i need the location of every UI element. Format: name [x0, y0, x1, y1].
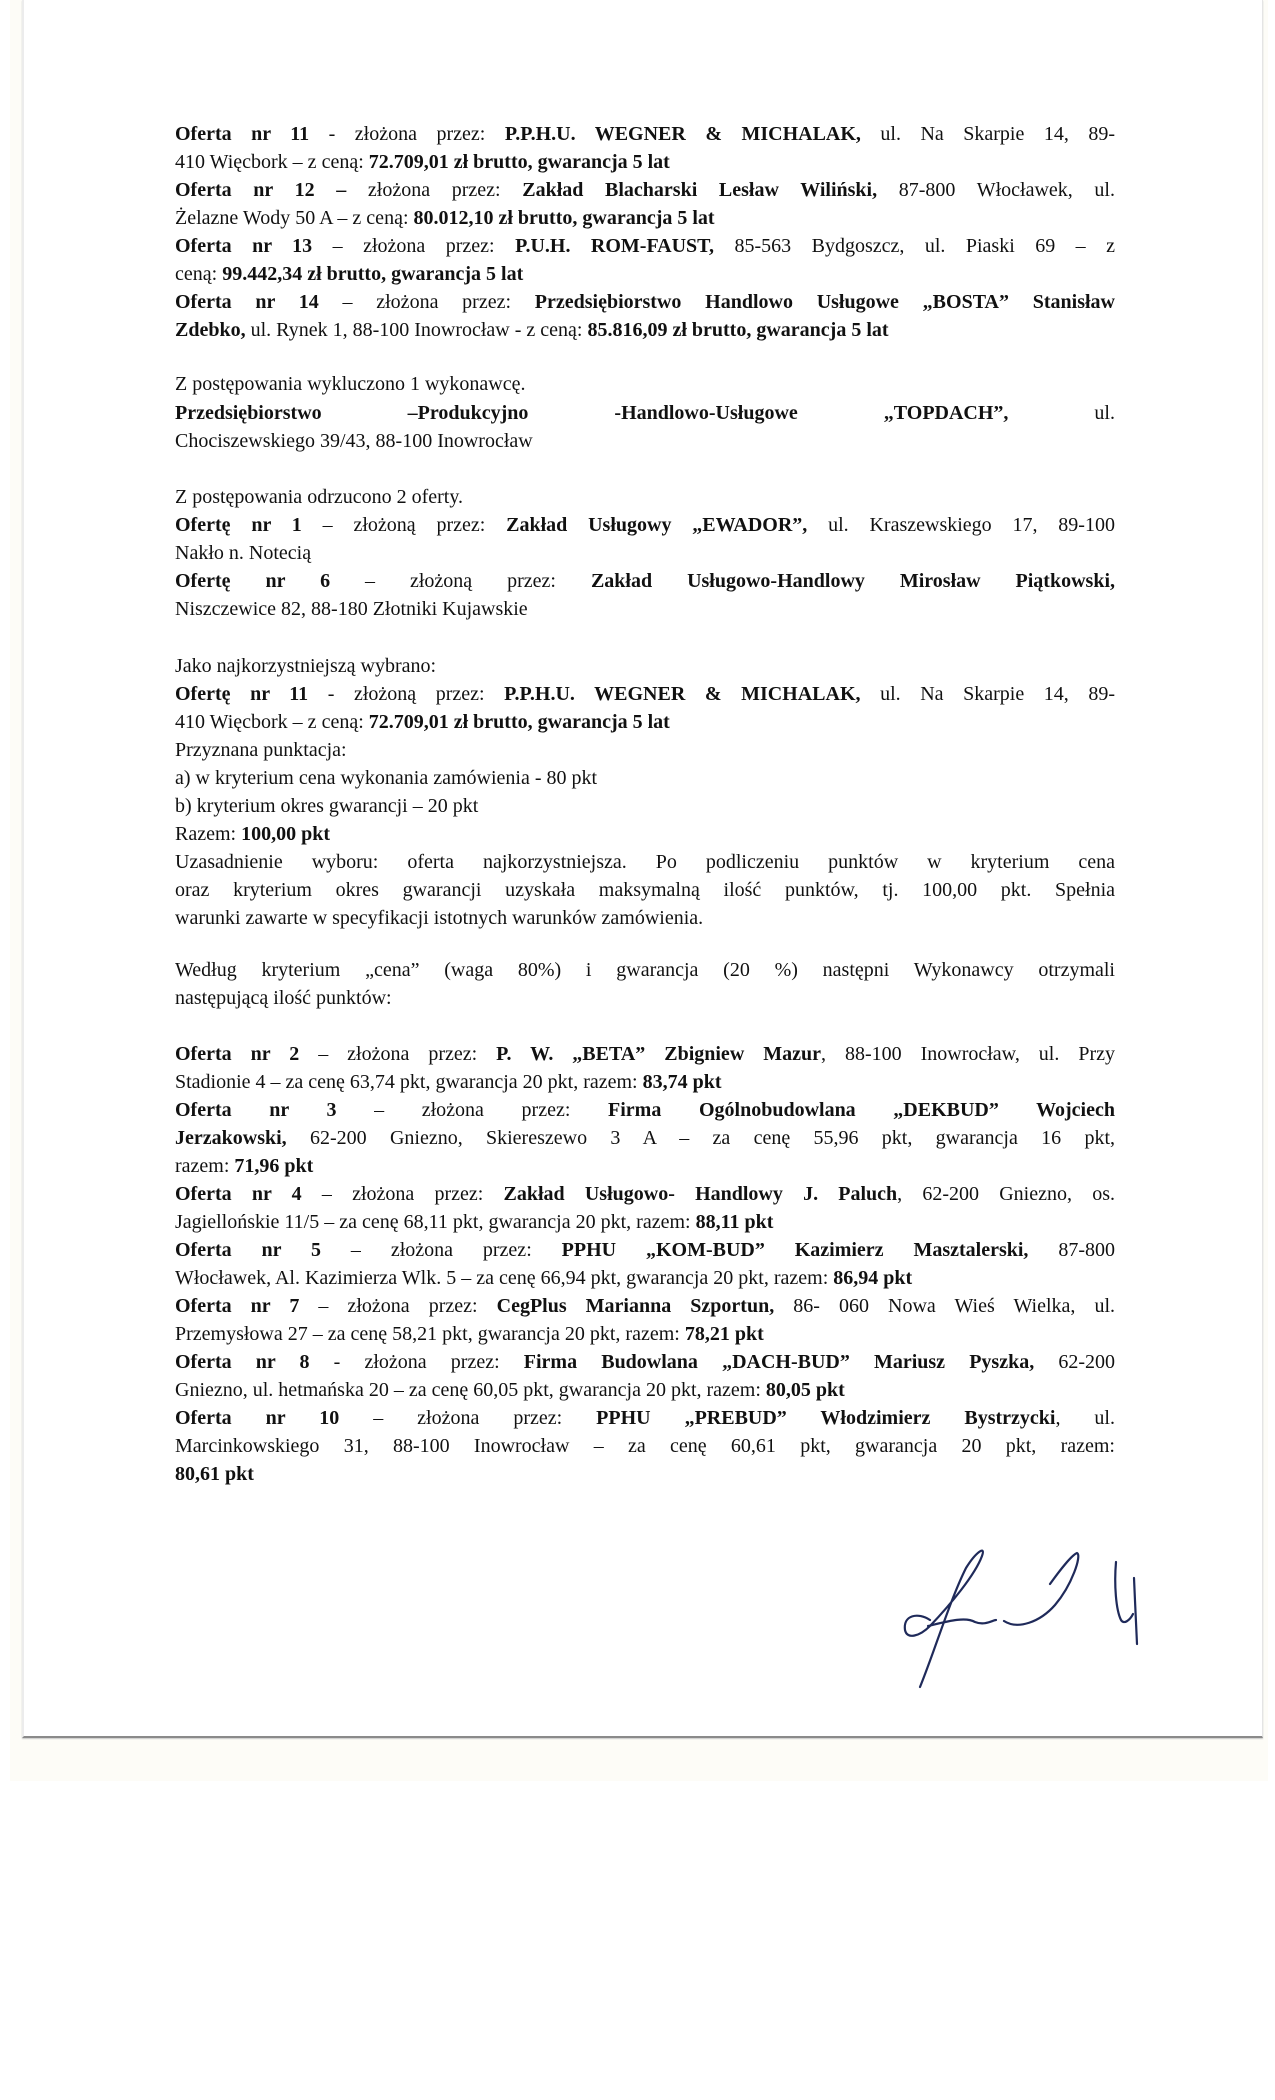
bold-text: 85.816,09 zł brutto, gwarancja 5 lat — [587, 319, 889, 342]
bold-text: Oferta nr 8 — [175, 1351, 310, 1374]
page-number-4-stroke-1 — [1115, 1562, 1133, 1622]
page-number-4-stroke-2 — [1134, 1578, 1137, 1644]
text: 410 Więcbork – z ceną: — [175, 711, 369, 734]
text: Żelazne Wody 50 A – z ceną: — [175, 207, 414, 230]
text: Włocławek, Al. Kazimierza Wlk. 5 – za cenę 66,94 pkt, gwarancja 20 pkt, razem: — [175, 1267, 834, 1290]
text: ul. Rynek 1, 88-100 Inowrocław - z ceną: — [245, 319, 588, 342]
text-line — [175, 429, 1115, 453]
bold-text: 86,94 pkt — [833, 1267, 913, 1290]
bold-text: 78,21 pkt — [684, 1323, 764, 1346]
text: Według kryterium „cena” (waga 80%) i gwarancja (20 %) następni Wykonawcy otrzymali — [175, 958, 1115, 981]
text-line — [175, 1266, 1115, 1290]
text: 86- 060 Nowa Wieś Wielka, ul. — [774, 1295, 1115, 1318]
bold-text: CegPlus Marianna Szportun, — [496, 1295, 775, 1318]
bold-text: P.U.H. ROM-FAUST, — [515, 235, 715, 258]
text: a) w kryterium cena wykonania zamówienia - 80 pkt — [175, 767, 598, 790]
bold-text: Oferta nr 7 — [175, 1295, 300, 1318]
text: , 62-200 Gniezno, os. — [897, 1182, 1115, 1205]
bold-text: Zakład Usługowo-Handlowy Mirosław Piątkowski, — [590, 569, 1115, 592]
text-line — [175, 878, 1115, 902]
text-line — [175, 1322, 1115, 1346]
text-line — [175, 485, 1115, 509]
text: Marcinkowskiego 31, 88-100 Inowrocław – za cenę 60,61 pkt, gwarancja 20 pkt, razem: — [175, 1435, 1115, 1458]
text-line — [175, 1098, 1115, 1122]
bold-text: Firma Budowlana „DACH-BUD” Mariusz Pyszka, — [523, 1351, 1035, 1374]
text-line — [175, 1406, 1115, 1430]
bold-text: Przedsiębiorstwo Handlowo Usługowe „BOSTA” Stanisław — [534, 291, 1115, 314]
text-line — [175, 206, 1115, 230]
text-line — [175, 654, 1115, 678]
text-line — [175, 234, 1115, 258]
text-line — [175, 1182, 1115, 1206]
bold-text: 83,74 pkt — [642, 1070, 722, 1093]
bold-text: Oferta nr 5 — [175, 1239, 322, 1261]
text: Przyznana punktacja: — [175, 739, 347, 762]
bold-text: P.P.H.U. WEGNER & MICHALAK, — [504, 683, 861, 705]
text: 62-200 Gniezno, Skiereszewo 3 A – za cenę 55,96 pkt, gwarancja 16 pkt, — [286, 1126, 1115, 1149]
text-line — [175, 1154, 1115, 1178]
bold-text: Oferta nr 3 — [175, 1098, 337, 1121]
text: – złożona przez: — [318, 291, 535, 314]
text: Stadionie 4 – za cenę 63,74 pkt, gwarancja 20 pkt, razem: — [175, 1070, 643, 1093]
bold-text: Oferta nr 12 – — [175, 179, 347, 202]
text: , ul. — [1055, 1407, 1115, 1430]
bold-text: PPHU „PREBUD” Włodzimierz Bystrzycki — [596, 1407, 1056, 1430]
bold-text: Ofertę nr 11 — [175, 683, 309, 705]
bold-text: 72.709,01 zł brutto, gwarancja 5 lat — [368, 711, 670, 734]
text-line — [175, 1126, 1115, 1150]
bold-text: Firma Ogólnobudowlana „DEKBUD” Wojciech — [608, 1098, 1115, 1121]
text: oraz kryterium okres gwarancji uzyskała maksymalną ilość punktów, tj. 100,00 pkt. Spełnia — [175, 879, 1115, 902]
bold-text: 99.442,34 zł brutto, gwarancja 5 lat — [222, 263, 524, 286]
text-line — [175, 1462, 1115, 1486]
text-line — [175, 290, 1115, 314]
text: Niszczewice 82, 88-180 Złotniki Kujawskie — [175, 597, 528, 620]
bold-text: 71,96 pkt — [234, 1154, 314, 1177]
text-line — [175, 318, 1115, 342]
text: – złożona przez: — [299, 1042, 497, 1065]
text: Razem: — [175, 823, 242, 846]
text: ul. Kraszewskiego 17, 89-100 — [807, 513, 1115, 536]
text: , 88-100 Inowrocław, ul. Przy — [821, 1042, 1115, 1065]
bold-text: 88,11 pkt — [695, 1210, 774, 1233]
signature-stroke-n — [928, 1619, 996, 1626]
bold-text: PPHU „KOM-BUD” Kazimierz Masztalerski, — [561, 1239, 1029, 1261]
text-line — [175, 710, 1115, 734]
text: 410 Więcbork – z ceną: — [175, 151, 369, 174]
text: ul. Na Skarpie 14, 89- — [860, 123, 1115, 145]
text: Uzasadnienie wyboru: oferta najkorzystniejsza. Po podliczeniu punktów w kryterium cena — [175, 851, 1115, 874]
bold-text: Oferta nr 10 — [175, 1407, 340, 1430]
signature-stroke-hook — [1004, 1553, 1078, 1625]
text: Gniezno, ul. hetmańska 20 – za cenę 60,05 pkt, gwarancja 20 pkt, razem: — [175, 1379, 766, 1402]
text-line — [175, 1238, 1115, 1262]
bold-text: Oferta nr 2 — [175, 1042, 300, 1065]
text: – złożona przez: — [321, 1239, 562, 1261]
signature-stroke-loop — [905, 1551, 983, 1687]
text-line — [175, 1378, 1115, 1402]
text-line — [175, 401, 1115, 425]
bold-text: Oferta nr 4 — [175, 1182, 302, 1205]
text-line — [175, 1210, 1115, 1234]
text-line — [175, 372, 1115, 396]
text-line — [175, 986, 1115, 1010]
text-line — [175, 178, 1115, 202]
bold-text: P. W. „BETA” Zbigniew Mazur — [496, 1042, 821, 1065]
text: - złożona przez: — [309, 1351, 524, 1374]
text-line — [175, 1434, 1115, 1458]
text: Z postępowania odrzucono 2 oferty. — [175, 485, 464, 508]
bold-text: Zakład Usługowy „EWADOR”, — [506, 513, 808, 536]
text-line — [175, 513, 1115, 537]
text: Jagiellońskie 11/5 – za cenę 68,11 pkt, gwarancja 20 pkt, razem: — [175, 1210, 696, 1233]
text: 62-200 — [1034, 1351, 1115, 1374]
text-line — [175, 1042, 1115, 1066]
text-line — [175, 541, 1115, 565]
bold-text: Oferta nr 13 — [175, 235, 313, 258]
text: – złożona przez: — [336, 1098, 609, 1121]
bold-text: Jerzakowski, — [175, 1126, 287, 1149]
text: ul. — [1008, 401, 1115, 424]
text-line — [175, 122, 1115, 146]
bold-text: Zakład Blacharski Lesław Wiliński, — [522, 179, 878, 202]
text: – złożona przez: — [299, 1295, 497, 1318]
text: 85-563 Bydgoszcz, ul. Piaski 69 – z — [714, 235, 1115, 258]
text: 87-800 — [1028, 1239, 1115, 1261]
text: Chociszewskiego 39/43, 88-100 Inowrocław — [175, 429, 533, 452]
bold-text: 100,00 pkt — [241, 823, 330, 846]
text: – złożoną przez: — [301, 513, 507, 536]
text-line — [175, 1294, 1115, 1318]
bold-text: 80.012,10 zł brutto, gwarancja 5 lat — [413, 207, 715, 230]
bold-text: Oferta nr 14 — [175, 291, 319, 314]
text: - złożona przez: — [309, 123, 505, 145]
text-line — [175, 262, 1115, 286]
text: następującą ilość punktów: — [175, 986, 392, 1009]
bold-text: 80,61 pkt — [175, 1463, 254, 1486]
text-line — [175, 569, 1115, 593]
text: b) kryterium okres gwarancji – 20 pkt — [175, 795, 479, 818]
text-line — [175, 597, 1115, 621]
bold-text: Ofertę nr 6 — [175, 569, 331, 592]
text-line — [175, 150, 1115, 174]
text: Jako najkorzystniejszą wybrano: — [175, 654, 437, 677]
text: – złożona przez: — [301, 1182, 504, 1205]
text-line — [175, 958, 1115, 982]
text: ceną: — [175, 263, 223, 286]
text: warunki zawarte w specyfikacji istotnych warunków zamówienia. — [175, 907, 704, 930]
text: - złożoną przez: — [308, 683, 505, 705]
bold-text: 80,05 pkt — [765, 1379, 845, 1402]
text-line — [175, 794, 1115, 818]
text: Nakło n. Notecią — [175, 541, 312, 564]
bold-text: Przedsiębiorstwo –Produkcyjno -Handlowo-Usługowe „TOPDACH”, — [175, 401, 1009, 424]
text: – złożona przez: — [312, 235, 516, 258]
text: razem: — [175, 1154, 235, 1177]
text: – złożona przez: — [339, 1407, 597, 1430]
text-line — [175, 906, 1115, 930]
text-line — [175, 682, 1115, 706]
bold-text: Ofertę nr 1 — [175, 513, 302, 536]
text-line — [175, 738, 1115, 762]
text: – złożoną przez: — [330, 569, 591, 592]
bold-text: 72.709,01 zł brutto, gwarancja 5 lat — [368, 151, 670, 174]
text-line — [175, 1350, 1115, 1374]
text-line — [175, 1070, 1115, 1094]
bold-text: Oferta nr 11 — [175, 123, 310, 145]
handwritten-signature — [880, 1530, 1170, 1710]
bold-text: Zakład Usługowo- Handlowy J. Paluch — [503, 1182, 898, 1205]
text: ul. Na Skarpie 14, 89- — [860, 683, 1115, 705]
text: Z postępowania wykluczono 1 wykonawcę. — [175, 373, 526, 396]
bold-text: Zdebko, — [175, 319, 246, 342]
text: 87-800 Włocławek, ul. — [877, 179, 1115, 202]
text-line — [175, 766, 1115, 790]
text: złożona przez: — [346, 179, 523, 202]
text: Przemysłowa 27 – za cenę 58,21 pkt, gwarancja 20 pkt, razem: — [175, 1323, 685, 1346]
bold-text: P.P.H.U. WEGNER & MICHALAK, — [504, 123, 861, 145]
text-line — [175, 822, 1115, 846]
text-line — [175, 850, 1115, 874]
